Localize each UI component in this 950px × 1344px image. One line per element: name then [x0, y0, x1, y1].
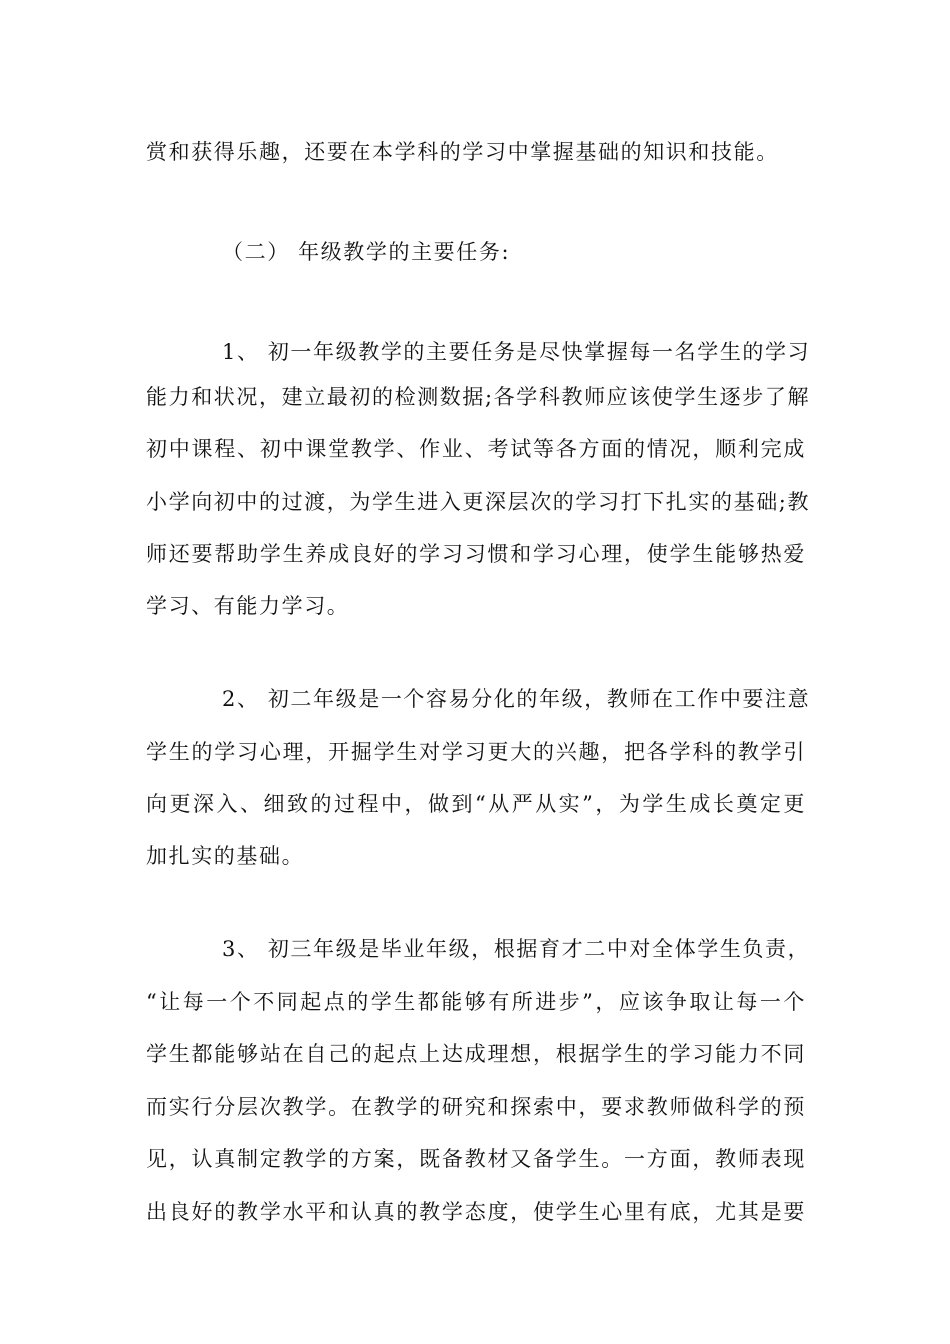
item-3-line-1: 3、 初三年级是毕业年级，根据育才二中对全体学生负责，	[222, 937, 811, 961]
item-2-line-1: 2、 初二年级是一个容易分化的年级，教师在工作中要注意	[222, 687, 811, 711]
continuation-line: 赏和获得乐趣，还要在本学科的学习中掌握基础的知识和技能。	[146, 140, 779, 164]
item-3-line-6: 出良好的教学水平和认真的教学态度，使学生心里有底，尤其是要	[146, 1200, 806, 1224]
item-3-line-4: 而实行分层次教学。在教学的研究和探索中，要求教师做科学的预	[146, 1095, 806, 1119]
section-heading: （二） 年级教学的主要任务:	[222, 240, 511, 264]
item-1-line-5: 师还要帮助学生养成良好的学习习惯和学习心理，使学生能够热爱	[146, 542, 806, 566]
item-2-line-4: 加扎实的基础。	[146, 844, 305, 868]
item-3-line-2: “让每一个不同起点的学生都能够有所进步”，应该争取让每一个	[146, 990, 806, 1014]
item-1-line-6: 学习、有能力学习。	[146, 594, 350, 618]
item-1-line-2: 能力和状况，建立最初的检测数据;各学科教师应该使学生逐步了解	[146, 385, 811, 409]
item-2-line-3: 向更深入、细致的过程中，做到“从严从实”，为学生成长奠定更	[146, 792, 806, 816]
item-1-line-1: 1、 初一年级教学的主要任务是尽快掌握每一名学生的学习	[222, 340, 811, 364]
item-1-line-3: 初中课程、初中课堂教学、作业、考试等各方面的情况，顺利完成	[146, 437, 806, 461]
item-3-line-3: 学生都能够站在自己的起点上达成理想，根据学生的学习能力不同	[146, 1042, 806, 1066]
item-1-line-4: 小学向初中的过渡，为学生进入更深层次的学习打下扎实的基础;教	[146, 490, 811, 514]
item-3-line-5: 见，认真制定教学的方案，既备教材又备学生。一方面，教师表现	[146, 1147, 806, 1171]
item-2-line-2: 学生的学习心理，开掘学生对学习更大的兴趣，把各学科的教学引	[146, 740, 806, 764]
